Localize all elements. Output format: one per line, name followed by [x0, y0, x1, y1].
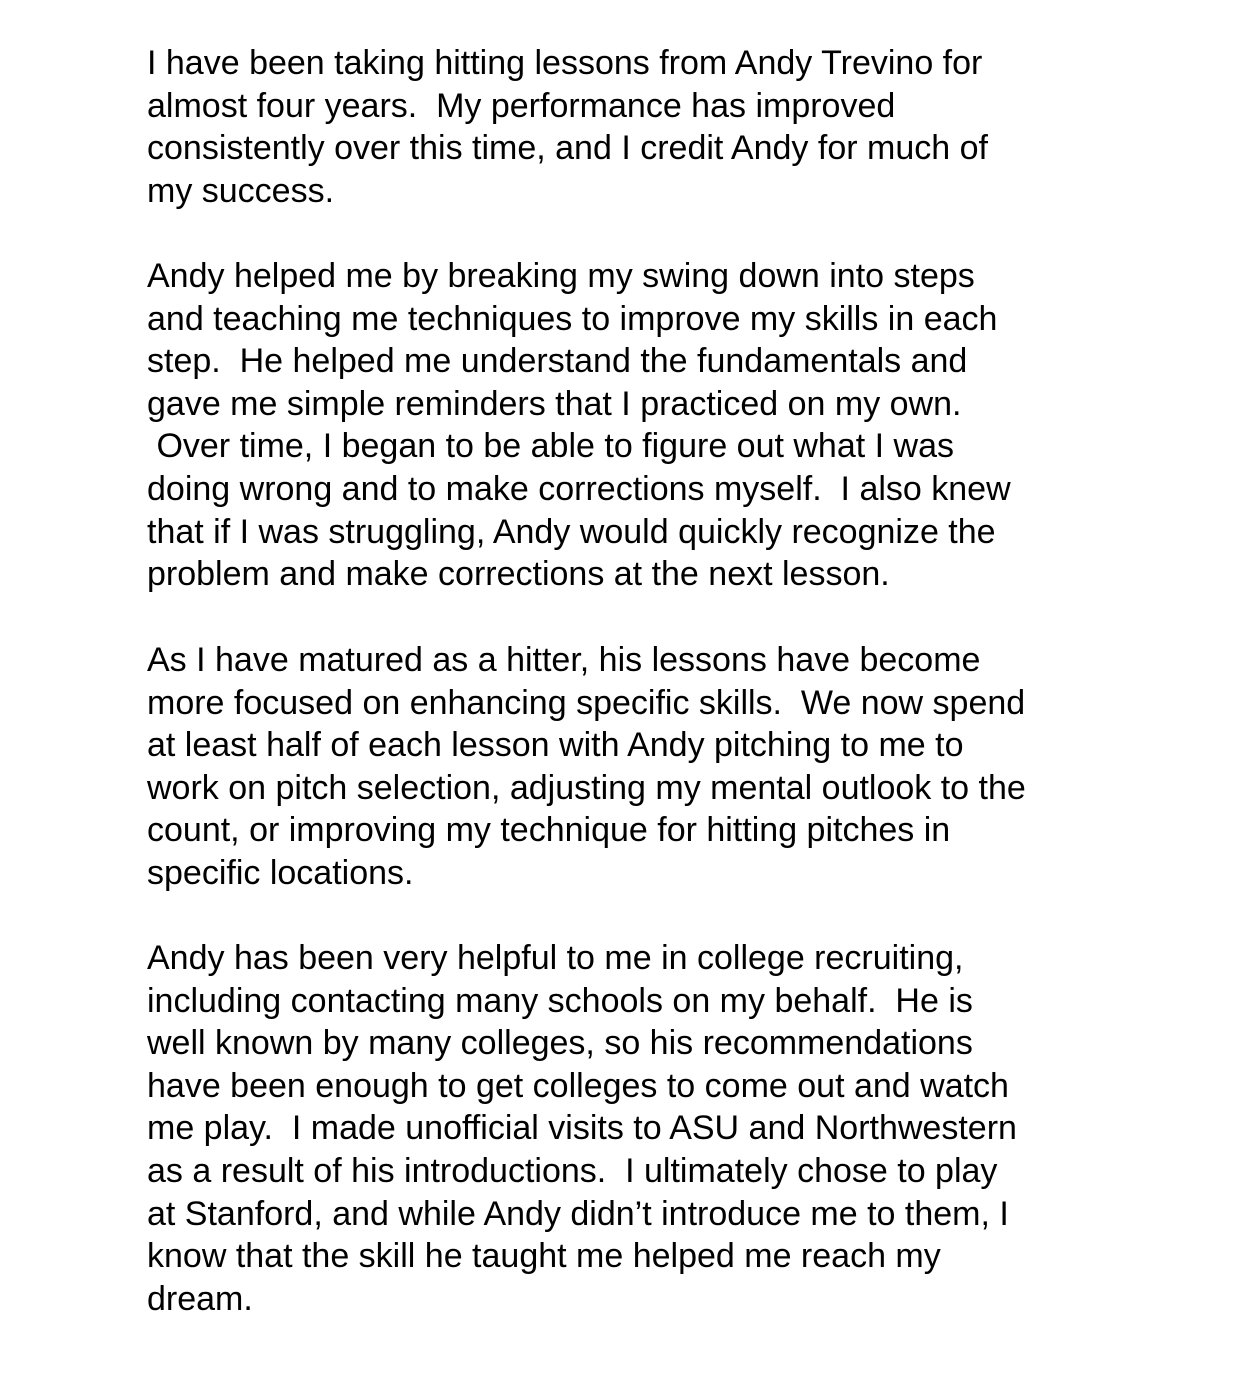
- paragraph-intro: I have been taking hitting lessons from Andy Trevino for almost four years. My performance has improved consistently over this time, and I credit Andy for much of my success.: [147, 44, 988, 210]
- paragraph-college-recruiting: Andy has been very helpful to me in college recruiting, including contacting many schools on my behalf. He is well known by many colleges, so his recommendations have been enough to get colleges to come out and watch me play. I made unofficial visits to ASU and Northwestern as a result of his introductions. I ultimately chose to play at Stanford, and while Andy didn’t introduce me to them, I know that the skill he taught me helped me reach my dream.: [147, 939, 1017, 1318]
- paragraph-swing-steps: Andy helped me by breaking my swing down into steps and teaching me techniques to improve my skills in each step. He helped me understand the fundamentals and gave me simple reminders that I practiced on my own. Over time, I began to be able to figure out what I was doing wrong and to make corrections myself. I also knew that if I was struggling, Andy would quickly recognize the problem and make corrections at the next lesson.: [147, 257, 1011, 594]
- paragraph-specific-skills: As I have matured as a hitter, his lessons have become more focused on enhancing specific skills. We now spend at least half of each lesson with Andy pitching to me to work on pitch selection, adjusting my mental outlook to the count, or improving my technique for hitting pitches in specific locations.: [147, 641, 1026, 892]
